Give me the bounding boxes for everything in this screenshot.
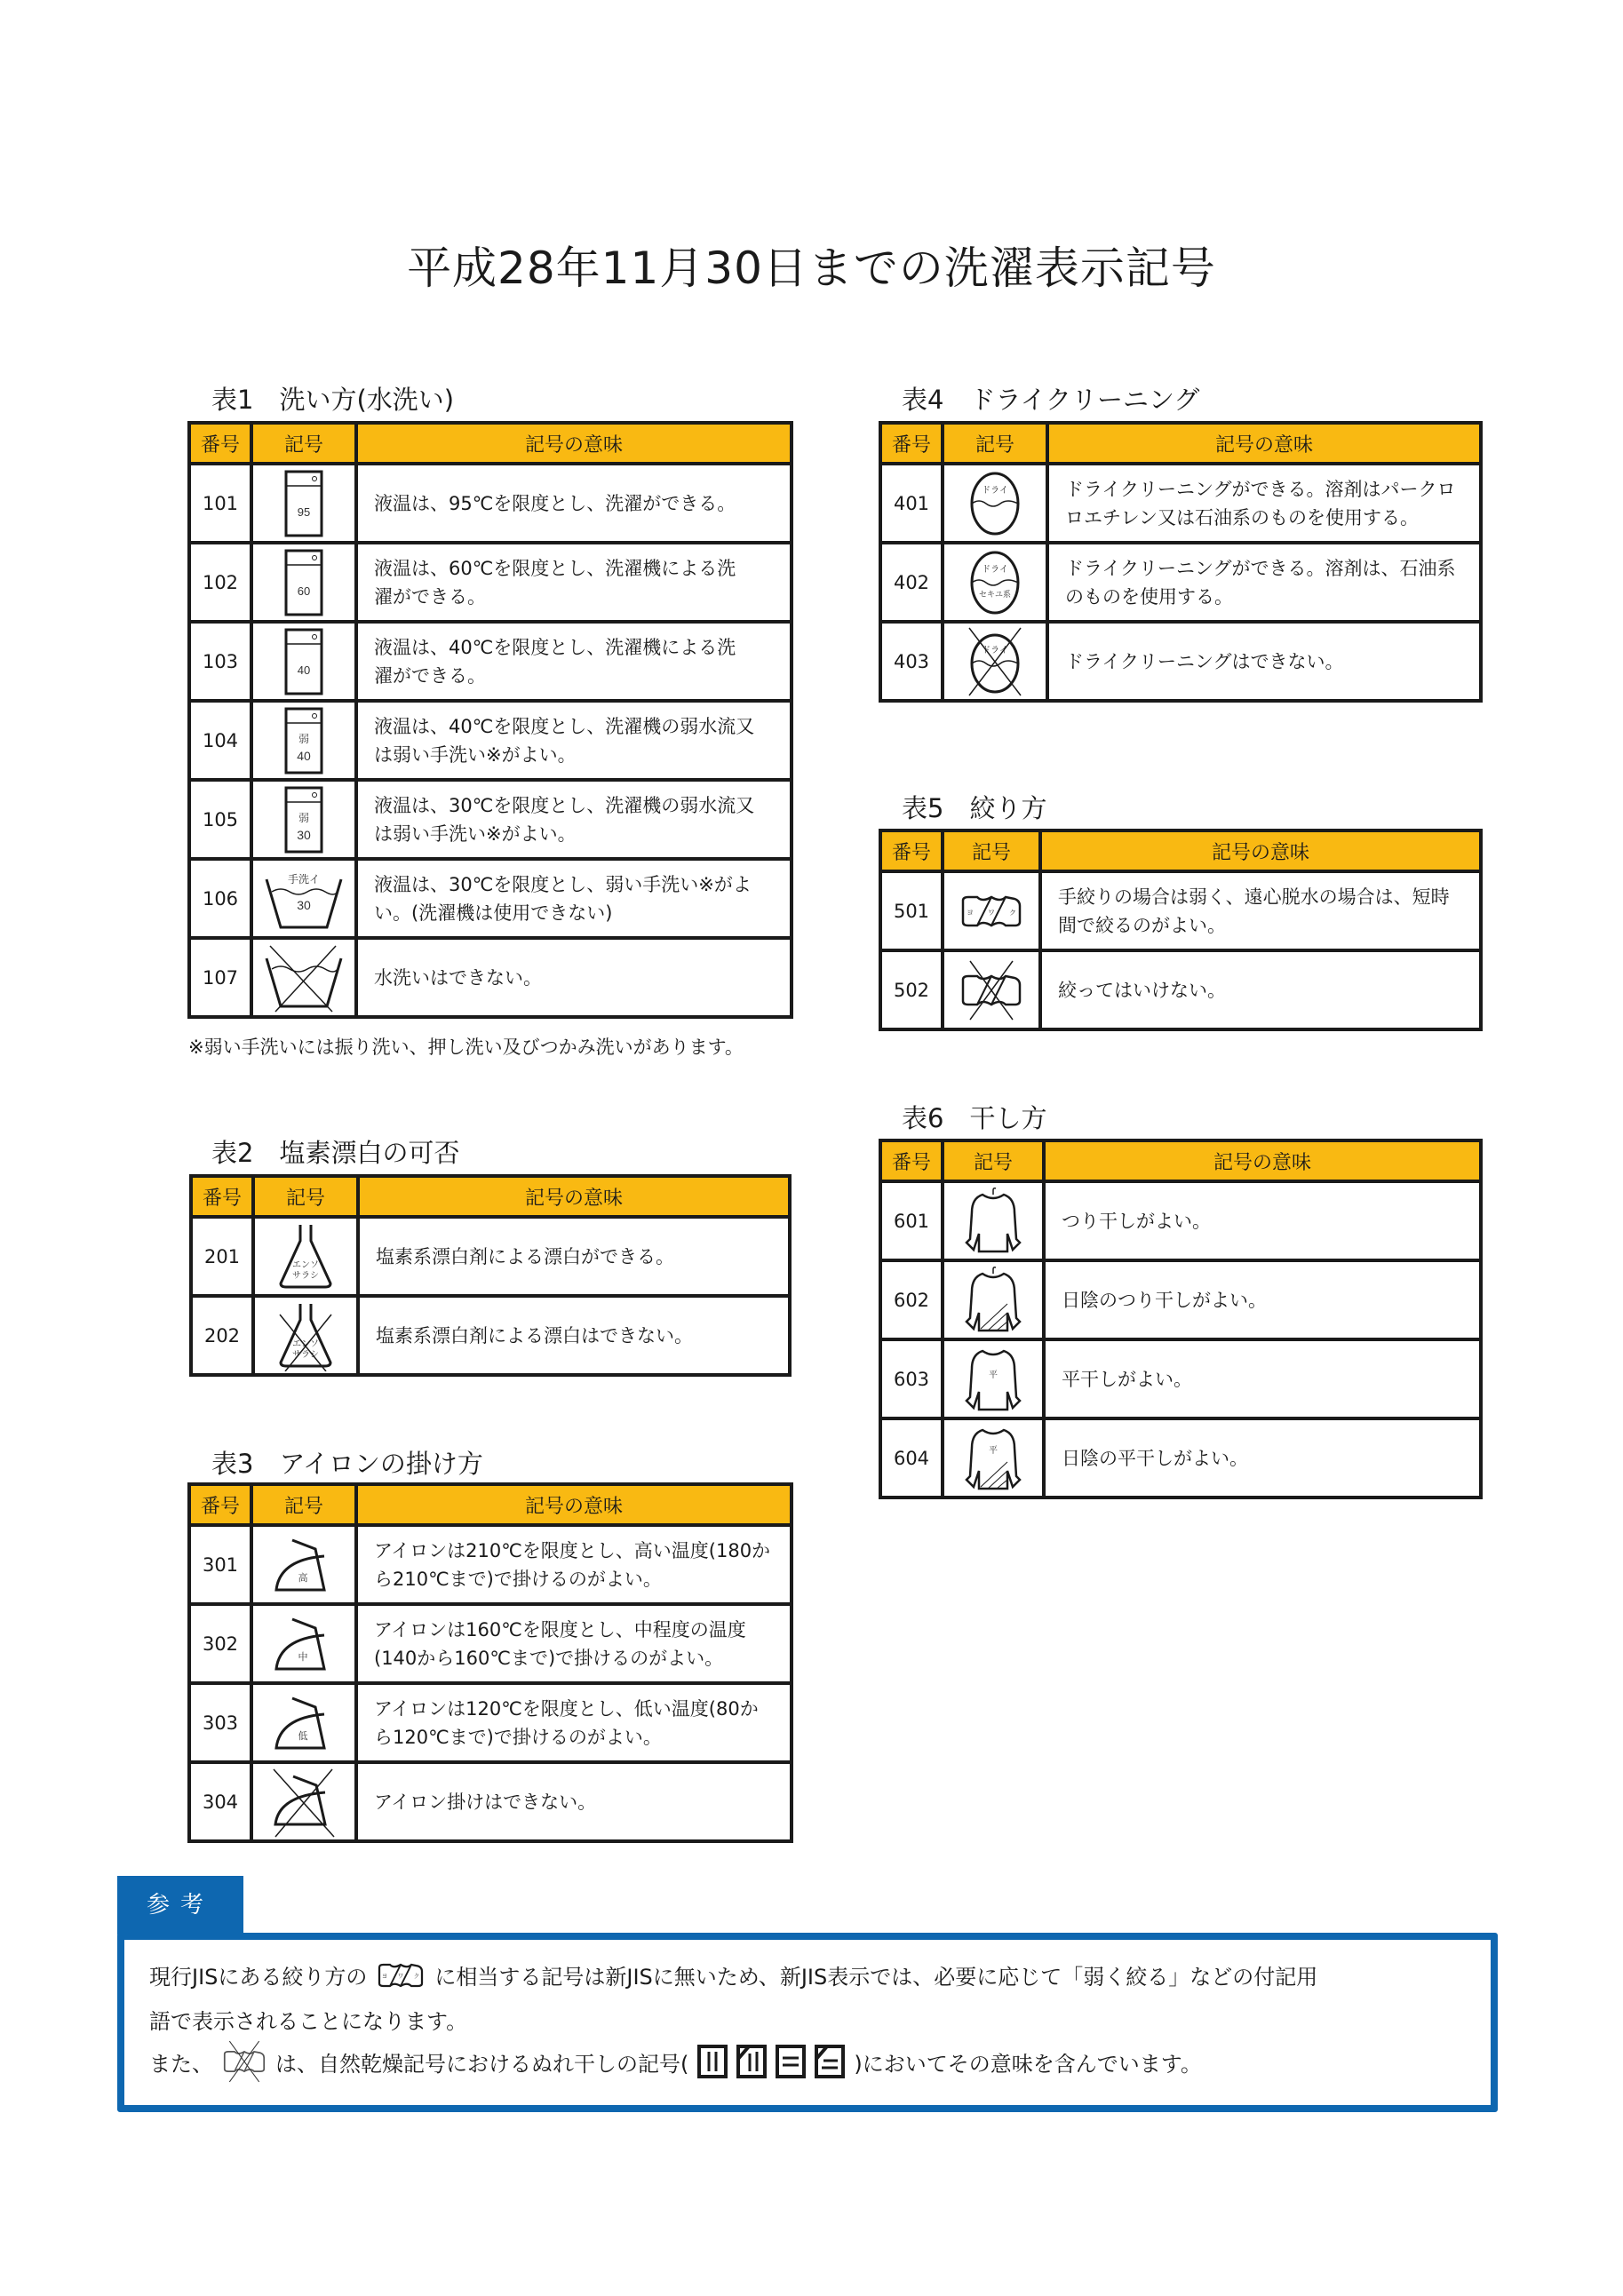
- header-symbol: 記号: [943, 1140, 1044, 1181]
- dry-clean-petroleum-icon: [943, 543, 1047, 622]
- svg-text:サラシ: サラシ: [292, 1349, 319, 1360]
- svg-text:弱: 弱: [298, 732, 310, 745]
- header-meaning: 記号の意味: [1047, 423, 1481, 464]
- table-row: [880, 464, 1481, 543]
- row-meaning: 日陰のつり干しがよい。: [1044, 1260, 1481, 1339]
- reference-box: [117, 1933, 1498, 2112]
- row-num: 402: [880, 543, 943, 622]
- no-wring-icon: [222, 2039, 267, 2084]
- svg-text:ドライ: ドライ: [982, 485, 1008, 496]
- svg-text:ヨ: ヨ: [967, 908, 974, 917]
- table-header: [880, 830, 1481, 871]
- table-header: [189, 423, 792, 464]
- table3-ironing: [187, 1482, 793, 1843]
- svg-text:ドライ: ドライ: [982, 564, 1008, 575]
- table4-dry-cleaning: [879, 421, 1483, 703]
- drip-dry-flat-shade-icon: [815, 2045, 845, 2078]
- drip-dry-flat-icon: [776, 2045, 806, 2078]
- iron-medium-icon: [251, 1604, 356, 1683]
- row-num: 201: [191, 1217, 253, 1296]
- header-num: 番号: [189, 423, 251, 464]
- row-meaning: 液温は、30℃を限度とし、洗濯機の弱水流又は弱い手洗い※がよい。: [356, 780, 792, 859]
- table-row: [880, 1339, 1481, 1418]
- header-symbol: 記号: [943, 830, 1040, 871]
- table2-bleach: [189, 1174, 792, 1377]
- row-meaning: つり干しがよい。: [1044, 1181, 1481, 1260]
- table-header: [189, 1484, 792, 1525]
- wash-tub-icon: [251, 622, 356, 701]
- svg-text:95: 95: [297, 504, 311, 519]
- svg-text:ドライ: ドライ: [982, 645, 1008, 655]
- table-row: [189, 543, 792, 622]
- flat-dry-shade-icon: [943, 1418, 1044, 1498]
- row-num: 102: [189, 543, 251, 622]
- header-num: 番号: [189, 1484, 251, 1525]
- iron-high-icon: [251, 1525, 356, 1604]
- row-meaning: 液温は、60℃を限度とし、洗濯機による洗濯ができる。: [356, 543, 792, 622]
- svg-text:ヨ: ヨ: [382, 1972, 388, 1980]
- svg-text:30: 30: [297, 827, 311, 842]
- svg-text:40: 40: [297, 663, 311, 677]
- row-meaning: 手絞りの場合は弱く、遠心脱水の場合は、短時間で絞るのがよい。: [1040, 871, 1481, 950]
- row-meaning: 液温は、95℃を限度とし、洗濯ができる。: [356, 464, 792, 543]
- header-symbol: 記号: [251, 1484, 356, 1525]
- table-header: [880, 1140, 1481, 1181]
- row-meaning: アイロンは160℃を限度とし、中程度の温度(140から160℃まで)で掛けるのがよい。: [356, 1604, 792, 1683]
- row-meaning: 平干しがよい。: [1044, 1339, 1481, 1418]
- row-meaning: アイロンは120℃を限度とし、低い温度(80から120℃まで)で掛けるのがよい。: [356, 1683, 792, 1762]
- page-title: 平成28年11月30日までの洗濯表示記号: [407, 242, 1216, 294]
- header-meaning: 記号の意味: [356, 1484, 792, 1525]
- table-row: [189, 1683, 792, 1762]
- table6-drying: [879, 1139, 1483, 1499]
- svg-text:高: 高: [298, 1571, 308, 1584]
- reference-line-3: [149, 2039, 1202, 2084]
- table-row: [189, 780, 792, 859]
- table5-wringing: [879, 829, 1483, 1031]
- row-meaning: 塩素系漂白剤による漂白ができる。: [358, 1217, 790, 1296]
- header-meaning: 記号の意味: [356, 423, 792, 464]
- table-row: [189, 622, 792, 701]
- wash-tub-icon: [251, 464, 356, 543]
- table-row: [880, 1260, 1481, 1339]
- table-row: [191, 1296, 790, 1375]
- iron-low-icon: [251, 1683, 356, 1762]
- wring-gently-icon: [376, 1962, 426, 1989]
- table3-title: 表3 アイロンの掛け方: [211, 1449, 483, 1479]
- row-meaning: 塩素系漂白剤による漂白はできない。: [358, 1296, 790, 1375]
- row-meaning: ドライクリーニングができる。溶剤はパークロロエチレン又は石油系のものを使用する。: [1047, 464, 1481, 543]
- table-row: [880, 871, 1481, 950]
- header-num: 番号: [880, 1140, 943, 1181]
- row-meaning: ドライクリーニングができる。溶剤は、石油系のものを使用する。: [1047, 543, 1481, 622]
- header-num: 番号: [191, 1176, 253, 1217]
- svg-text:弱: 弱: [298, 811, 310, 824]
- table4-title: 表4 ドライクリーニング: [902, 385, 1200, 415]
- svg-text:ク: ク: [414, 1972, 420, 1980]
- table-row: [880, 543, 1481, 622]
- wash-tub-weak-icon: [251, 701, 356, 780]
- row-meaning: アイロンは210℃を限度とし、高い温度(180から210℃まで)で掛けるのがよい。: [356, 1525, 792, 1604]
- hang-dry-shade-icon: [943, 1260, 1044, 1339]
- table1-title: 表1 洗い方(水洗い): [211, 385, 455, 415]
- svg-text:ワ: ワ: [398, 1972, 404, 1980]
- table-row: [880, 622, 1481, 701]
- svg-text:ワ: ワ: [988, 908, 995, 917]
- table2-title: 表2 塩素漂白の可否: [211, 1138, 460, 1168]
- reference-text: 語で表示されることになります。: [149, 2009, 468, 2034]
- flat-dry-icon: [943, 1339, 1044, 1418]
- svg-text:平: 平: [989, 1370, 998, 1380]
- no-dry-clean-icon: [943, 622, 1047, 701]
- wring-gently-icon: [943, 871, 1040, 950]
- row-num: 103: [189, 622, 251, 701]
- header-num: 番号: [880, 423, 943, 464]
- wash-tub-icon: [251, 543, 356, 622]
- table1-footnote: ※弱い手洗いには振り洗い、押し洗い及びつかみ洗いがあります。: [188, 1037, 744, 1058]
- svg-text:40: 40: [297, 748, 311, 763]
- row-num: 604: [880, 1418, 943, 1498]
- header-meaning: 記号の意味: [1040, 830, 1481, 871]
- svg-text:中: 中: [298, 1650, 308, 1663]
- row-num: 602: [880, 1260, 943, 1339]
- row-num: 104: [189, 701, 251, 780]
- row-num: 302: [189, 1604, 251, 1683]
- dry-clean-icon: [943, 464, 1047, 543]
- row-num: 403: [880, 622, 943, 701]
- row-num: 105: [189, 780, 251, 859]
- svg-text:ク: ク: [1009, 908, 1016, 917]
- row-num: 202: [191, 1296, 253, 1375]
- row-num: 106: [189, 859, 251, 938]
- row-num: 501: [880, 871, 943, 950]
- no-wring-icon: [943, 950, 1040, 1029]
- row-meaning: アイロン掛けはできない。: [356, 1762, 792, 1841]
- svg-text:60: 60: [297, 584, 311, 598]
- row-num: 502: [880, 950, 943, 1029]
- table-row: [189, 464, 792, 543]
- row-num: 401: [880, 464, 943, 543]
- table-row: [189, 1525, 792, 1604]
- row-meaning: 水洗いはできない。: [356, 938, 792, 1017]
- row-meaning: ドライクリーニングはできない。: [1047, 622, 1481, 701]
- reference-text: また、: [149, 2051, 213, 2077]
- table-row: [880, 1418, 1481, 1498]
- row-num: 603: [880, 1339, 943, 1418]
- svg-text:30: 30: [297, 897, 311, 912]
- row-num: 101: [189, 464, 251, 543]
- row-num: 107: [189, 938, 251, 1017]
- reference-text: に相当する記号は新JISに無いため、新JIS表示では、必要に応じて「弱く絞る」などの付記用: [434, 1965, 1318, 1990]
- hang-dry-icon: [943, 1181, 1044, 1260]
- reference-text: は、自然乾燥記号におけるぬれ干しの記号(: [275, 2051, 689, 2077]
- hand-wash-icon: [251, 859, 356, 938]
- no-iron-icon: [251, 1762, 356, 1841]
- table-row: [189, 859, 792, 938]
- svg-text:手洗イ: 手洗イ: [287, 872, 321, 886]
- drip-dry-hang-icon: [697, 2045, 728, 2078]
- reference-line-1: [149, 1959, 1317, 1990]
- row-meaning: 絞ってはいけない。: [1040, 950, 1481, 1029]
- svg-text:エンソ: エンソ: [292, 1259, 319, 1270]
- svg-text:低: 低: [298, 1729, 308, 1742]
- drip-dry-hang-shade-icon: [736, 2045, 767, 2078]
- table-header: [191, 1176, 790, 1217]
- header-symbol: 記号: [943, 423, 1047, 464]
- no-bleach-icon: [253, 1296, 358, 1375]
- row-num: 601: [880, 1181, 943, 1260]
- table-row: [189, 1762, 792, 1841]
- row-num: 304: [189, 1762, 251, 1841]
- svg-text:セキユ系: セキユ系: [978, 590, 1012, 600]
- row-meaning: 液温は、30℃を限度とし、弱い手洗い※がよい。(洗濯機は使用できない): [356, 859, 792, 938]
- reference-text: )においてその意味を含んでいます。: [854, 2051, 1202, 2077]
- table6-title: 表6 干し方: [902, 1103, 1047, 1133]
- header-meaning: 記号の意味: [358, 1176, 790, 1217]
- row-meaning: 液温は、40℃を限度とし、洗濯機による洗濯ができる。: [356, 622, 792, 701]
- table-row: [189, 938, 792, 1017]
- row-meaning: 日陰の平干しがよい。: [1044, 1418, 1481, 1498]
- reference-tab: 参考: [117, 1876, 243, 1935]
- row-num: 301: [189, 1525, 251, 1604]
- svg-text:エンソ: エンソ: [292, 1339, 319, 1349]
- header-symbol: 記号: [251, 423, 356, 464]
- table-row: [191, 1217, 790, 1296]
- table1-washing: [187, 421, 793, 1019]
- table-header: [880, 423, 1481, 464]
- row-num: 303: [189, 1683, 251, 1762]
- header-meaning: 記号の意味: [1044, 1140, 1481, 1181]
- table-row: [880, 950, 1481, 1029]
- table-row: [880, 1181, 1481, 1260]
- row-meaning: 液温は、40℃を限度とし、洗濯機の弱水流又は弱い手洗い※がよい。: [356, 701, 792, 780]
- svg-text:サラシ: サラシ: [292, 1270, 319, 1281]
- no-wash-icon: [251, 938, 356, 1017]
- reference-line-2: [149, 2004, 467, 2035]
- header-symbol: 記号: [253, 1176, 358, 1217]
- header-num: 番号: [880, 830, 943, 871]
- table5-title: 表5 絞り方: [902, 793, 1047, 823]
- table-row: [189, 1604, 792, 1683]
- wash-tub-weak-icon: [251, 780, 356, 859]
- table-row: [189, 701, 792, 780]
- flask-bleach-icon: [253, 1217, 358, 1296]
- reference-text: 現行JISにある絞り方の: [149, 1965, 368, 1990]
- svg-text:平: 平: [989, 1445, 998, 1456]
